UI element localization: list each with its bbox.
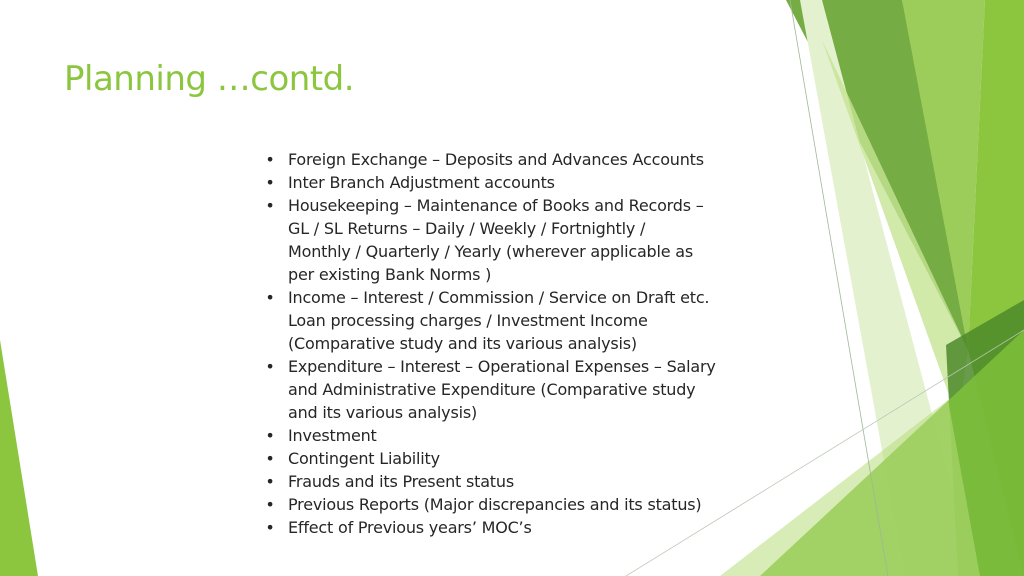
bullet-text: per existing Bank Norms ) (288, 265, 492, 284)
bullet-dot: • (265, 357, 275, 376)
left-edge-shape (0, 340, 38, 576)
bullet-dot: • (265, 518, 275, 537)
bullet-item-contingent-liability (262, 447, 782, 470)
bullet-dot: • (265, 196, 275, 215)
bullet-text: Income – Interest / Commission / Service on Draft etc. (288, 288, 710, 307)
bullet-item-housekeeping (262, 194, 782, 286)
bullet-text: Loan processing charges / Investment Income (288, 311, 648, 330)
bullet-list (262, 148, 782, 539)
bullet-text: and Administrative Expenditure (Comparative study (288, 380, 696, 399)
bullet-dot: • (265, 426, 275, 445)
bullet-text: Effect of Previous years’ MOC’s (288, 518, 532, 537)
bullet-dot: • (265, 173, 275, 192)
bullet-text: Previous Reports (Major discrepancies and its status) (288, 495, 702, 514)
bullet-item-investment (262, 424, 782, 447)
bullet-text: Housekeeping – Maintenance of Books and Records – (288, 196, 704, 215)
bullet-dot: • (265, 288, 275, 307)
bullet-dot: • (265, 495, 275, 514)
bullet-dot: • (265, 449, 275, 468)
bullet-text: (Comparative study and its various analysis) (288, 334, 637, 353)
bullet-item-frauds (262, 470, 782, 493)
bullet-text: Expenditure – Interest – Operational Expenses – Salary (288, 357, 716, 376)
bullet-item-foreign-exchange (262, 148, 782, 171)
bullet-text: Contingent Liability (288, 449, 440, 468)
slide-title: Planning …contd. (64, 59, 355, 99)
bullet-dot: • (265, 150, 275, 169)
bullet-text: and its various analysis) (288, 403, 478, 422)
bullet-item-income (262, 286, 782, 355)
bullet-item-inter-branch (262, 171, 782, 194)
bullet-item-previous-reports (262, 493, 782, 516)
bullet-dot: • (265, 472, 275, 491)
bullet-text: Frauds and its Present status (288, 472, 514, 491)
bullet-item-moc (262, 516, 782, 539)
bullet-text: Foreign Exchange – Deposits and Advances Accounts (288, 150, 704, 169)
bullet-text: GL / SL Returns – Daily / Weekly / Fortnightly / (288, 219, 646, 238)
bullet-item-expenditure (262, 355, 782, 424)
bullet-text: Investment (288, 426, 377, 445)
bullet-text: Monthly / Quarterly / Yearly (wherever applicable as (288, 242, 694, 261)
bullet-text: Inter Branch Adjustment accounts (288, 173, 555, 192)
